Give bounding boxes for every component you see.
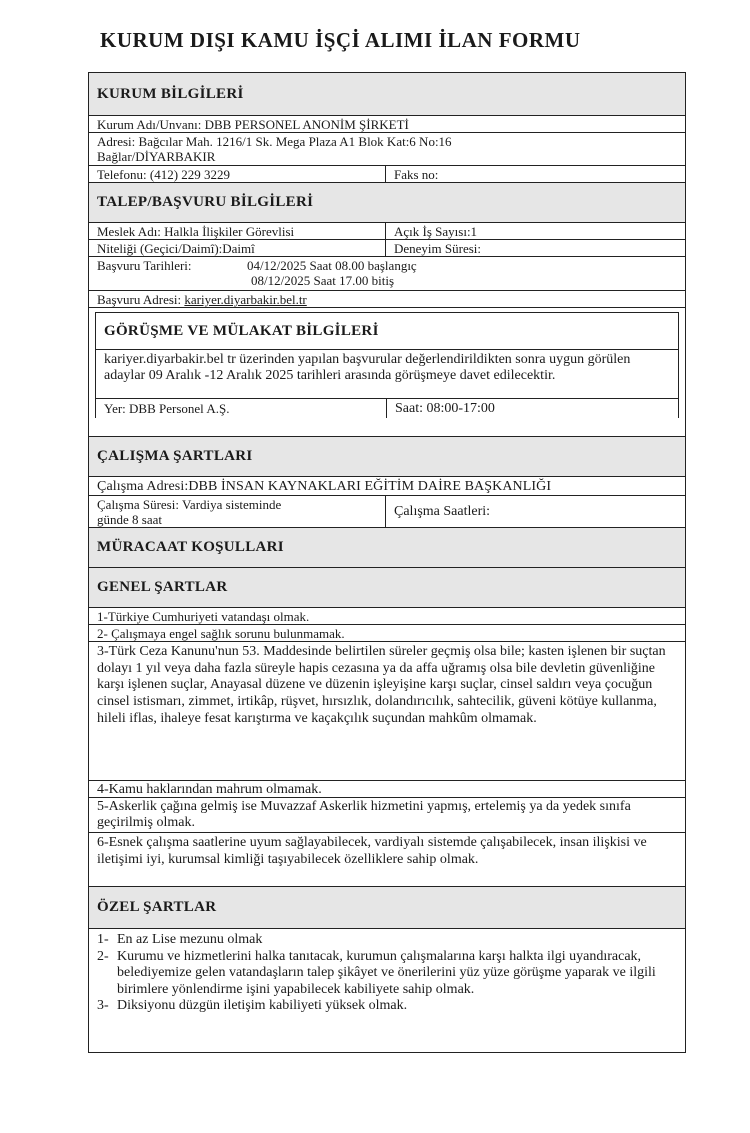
- kurum-adres-line1: Adresi: Bağcılar Mah. 1216/1 Sk. Mega Plaza A1 Blok Kat:6 No:16: [97, 134, 452, 149]
- ozel-item: [97, 949, 677, 999]
- calisma-suresi-line2: günde 8 saat: [97, 512, 162, 527]
- calisma-saatleri: Çalışma Saatleri:: [385, 496, 685, 527]
- ozel-item-number: 1-: [97, 932, 109, 947]
- basvuru-adresi-label: Başvuru Adresi:: [97, 292, 185, 307]
- gorusme-wrapper: [89, 307, 685, 436]
- page-title: KURUM DIŞI KAMU İŞÇİ ALIMI İLAN FORMU: [100, 28, 581, 52]
- calisma-heading: ÇALIŞMA ŞARTLARI: [89, 437, 685, 476]
- genel-heading: GENEL ŞARTLAR: [89, 568, 685, 607]
- genel-item-3: 3-Türk Ceza Kanunu'nun 53. Maddesinde belirtilen süreler geçmiş olsa bile; kasten işlenen bir suçtan dolayı 1 yıl veya daha fazla süreyle hapis cezasına ya da affa uğramış olsa bile devletin güvenliğine karşı işlenen suçlar, Anayasal düzene ve düzenin işleyişine karşı suçlar, cinsel saldırı veya çocuğun cinsel istismarı, zimmet, irtikâp, rüşvet, hırsızlık, dolandırıcılık, sahtecilik, güveni kötüye kullanma, hileli iflas, ihaleye fesat karıştırma ve kaçakçılık suçundan mahkûm olmamak.: [97, 644, 666, 726]
- basvuru-adresi-link[interactable]: kariyer.diyarbakir.bel.tr: [184, 292, 307, 307]
- gorusme-text: kariyer.diyarbakir.bel tr üzerinden yapılan başvurular değerlendirildikten sonra uygun görülen adaylar 09 Aralık -12 Aralık 2025 tarihleri arasında görüşmeye davet edilecektir.: [96, 349, 678, 398]
- genel-item-6: 6-Esnek çalışma saatlerine uyum sağlayabilecek, vardiyalı sistemde çalışabilecek, insan ilişkisi ve iletişimi iyi, kurumsal kimliği taşıyabilecek özelliklere sahip olmak.: [97, 835, 647, 867]
- kurum-telefon-row: [89, 165, 685, 182]
- genel-item-2: 2- Çalışmaya engel sağlık sorunu bulunmamak.: [97, 626, 345, 641]
- genel-item-row: [89, 607, 685, 624]
- kurum-adres: [89, 133, 685, 165]
- deneyim-suresi: Deneyim Süresi:: [385, 240, 685, 256]
- ozel-heading-row: [89, 886, 685, 928]
- genel-item-row: [89, 780, 685, 797]
- ozel-item-number: 2-: [97, 948, 109, 964]
- kurum-adres-row: [89, 132, 685, 165]
- meslek-row: [89, 222, 685, 239]
- gorusme-yer: Yer: DBB Personel A.Ş.: [104, 401, 230, 416]
- kurum-adres-line2: Bağlar/DİYARBAKIR: [97, 149, 216, 164]
- basvuru-adresi-row: [89, 290, 685, 307]
- basvuru-tarihleri-row: [89, 256, 685, 290]
- ozel-list-row: [89, 928, 685, 1052]
- kurum-faks: Faks no:: [385, 166, 685, 182]
- calisma-suresi-line1: Çalışma Süresi: Vardiya sisteminde: [97, 497, 282, 512]
- meslek-adi: Meslek Adı: Halkla İlişkiler Görevlisi: [97, 224, 295, 239]
- acik-is-sayisi: Açık İş Sayısı:1: [385, 223, 685, 239]
- calisma-heading-row: [89, 436, 685, 476]
- basvuru-tarihleri: [89, 257, 685, 290]
- calisma-suresi: [89, 496, 385, 527]
- genel-heading-row: [89, 567, 685, 607]
- ozel-item-text: Kurumu ve hizmetlerini halka tanıtacak, kurumun çalışmalarına karşı halkta ilgi uyandıracak, belediyemize gelen vatandaşların talep şikâyet ve önerilerini yüz yüze görüşme yaparak ve ilgili birimlere yönlendirme işini yapabilecek kabiliyete sahip olmak.: [117, 948, 656, 997]
- ozel-list: [89, 929, 685, 1052]
- ozel-item-number: 3-: [97, 998, 109, 1013]
- gorusme-saat: Saat: 08:00-17:00: [386, 399, 678, 418]
- genel-item-4: 4-Kamu haklarından mahrum olmamak.: [97, 782, 322, 797]
- kurum-adi-row: [89, 115, 685, 132]
- gorusme-box: [95, 312, 679, 418]
- ozel-item: [97, 998, 677, 1015]
- basvuru-baslangic: 04/12/2025 Saat 08.00 başlangıç: [247, 258, 417, 273]
- niteligi: Niteliği (Geçici/Daimî):Daimî: [97, 241, 255, 256]
- genel-item-1: 1-Türkiye Cumhuriyeti vatandaşı olmak.: [97, 609, 310, 624]
- genel-item-row: [89, 641, 685, 780]
- gorusme-heading: GÖRÜŞME VE MÜLAKAT BİLGİLERİ: [96, 313, 678, 349]
- basvuru-adresi: [89, 291, 685, 307]
- talep-heading: TALEP/BAŞVURU BİLGİLERİ: [89, 183, 685, 222]
- calisma-adresi-row: [89, 476, 685, 495]
- application-form: [88, 72, 686, 1053]
- ozel-item-text: En az Lise mezunu olmak: [117, 932, 263, 947]
- genel-item-row: [89, 832, 685, 886]
- kurum-heading-row: [89, 73, 685, 115]
- muracaat-heading-row: [89, 527, 685, 567]
- ozel-item: [97, 932, 677, 949]
- genel-item-5: 5-Askerlik çağına gelmiş ise Muvazzaf Askerlik hizmetini yapmış, ertelemiş ya da yedek sınıfa geçirilmiş olmak.: [97, 799, 631, 830]
- ozel-item-text: Diksiyonu düzgün iletişim kabiliyeti yüksek olmak.: [117, 998, 408, 1013]
- genel-item-row: [89, 797, 685, 832]
- nitelik-row: [89, 239, 685, 256]
- calisma-sure-row: [89, 495, 685, 527]
- basvuru-bitis: 08/12/2025 Saat 17.00 bitiş: [251, 273, 394, 288]
- muracaat-heading: MÜRACAAT KOŞULLARI: [89, 528, 685, 567]
- kurum-heading: KURUM BİLGİLERİ: [89, 73, 685, 115]
- kurum-adi: Kurum Adı/Unvanı: DBB PERSONEL ANONİM ŞİRKETİ: [97, 117, 409, 132]
- talep-heading-row: [89, 182, 685, 222]
- gorusme-yer-saat-row: [96, 398, 678, 418]
- basvuru-tarihleri-label: Başvuru Tarihleri:: [97, 258, 192, 273]
- kurum-telefon: Telefonu: (412) 229 3229: [97, 167, 231, 182]
- ozel-heading: ÖZEL ŞARTLAR: [89, 887, 685, 928]
- calisma-adresi: Çalışma Adresi:DBB İNSAN KAYNAKLARI EĞİTİM DAİRE BAŞKANLIĞI: [97, 479, 552, 494]
- genel-item-row: [89, 624, 685, 641]
